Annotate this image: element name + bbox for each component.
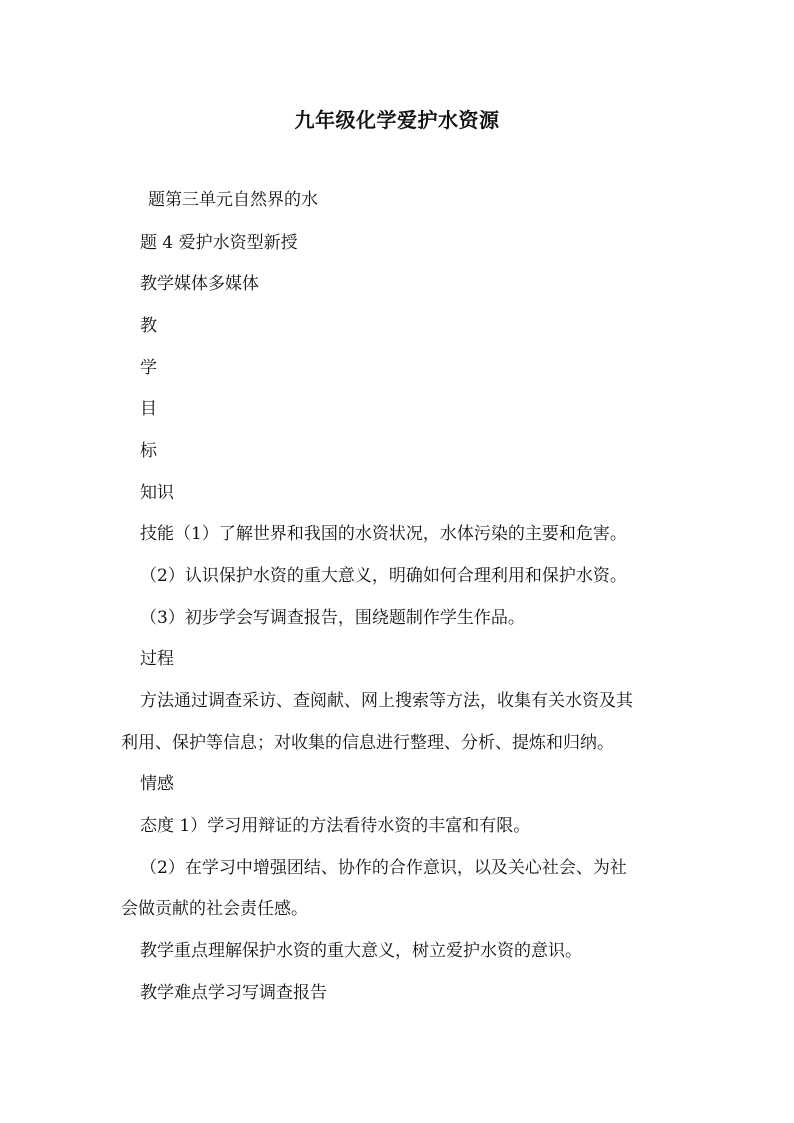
text-line-skill-3: （3）初步学会写调查报告，围绕题制作学生作品。 xyxy=(140,608,525,628)
page-title: 九年级化学爱护水资源 xyxy=(294,108,500,132)
text-line-key-point: 教学重点理解保护水资的重大意义，树立爱护水资的意识。 xyxy=(140,941,582,961)
text-line-objective-2: 学 xyxy=(140,358,157,378)
text-line-unit: 题第三单元自然界的水 xyxy=(148,190,318,210)
text-line-method-2: 利用、保护等信息；对收集的信息进行整理、分析、提炼和归纳。 xyxy=(121,733,614,753)
text-line-attitude-1: 态度 1）学习用辩证的方法看待水资的丰富和有限。 xyxy=(140,816,531,836)
text-line-attitude-2: （2）在学习中增强团结、协作的合作意识，以及关心社会、为社 xyxy=(140,858,627,878)
text-line-process: 过程 xyxy=(140,649,174,669)
text-line-objective-4: 标 xyxy=(140,441,157,461)
text-line-knowledge: 知识 xyxy=(140,483,174,503)
text-line-topic: 题 4 爱护水资型新授 xyxy=(140,233,298,253)
text-line-difficulty: 教学难点学习写调查报告 xyxy=(140,983,327,1003)
text-line-media: 教学媒体多媒体 xyxy=(140,274,259,294)
text-line-method-1: 方法通过调查采访、查阅献、网上搜索等方法，收集有关水资及其 xyxy=(140,691,633,711)
text-line-skill-1: 技能（1）了解世界和我国的水资状况，水体污染的主要和危害。 xyxy=(140,524,627,544)
text-line-attitude-3: 会做贡献的社会责任感。 xyxy=(121,899,308,919)
text-line-objective-1: 教 xyxy=(140,316,157,336)
text-line-skill-2: （2）认识保护水资的重大意义，明确如何合理利用和保护水资。 xyxy=(140,566,627,586)
text-line-objective-3: 目 xyxy=(140,399,157,419)
text-line-emotion: 情感 xyxy=(140,774,174,794)
